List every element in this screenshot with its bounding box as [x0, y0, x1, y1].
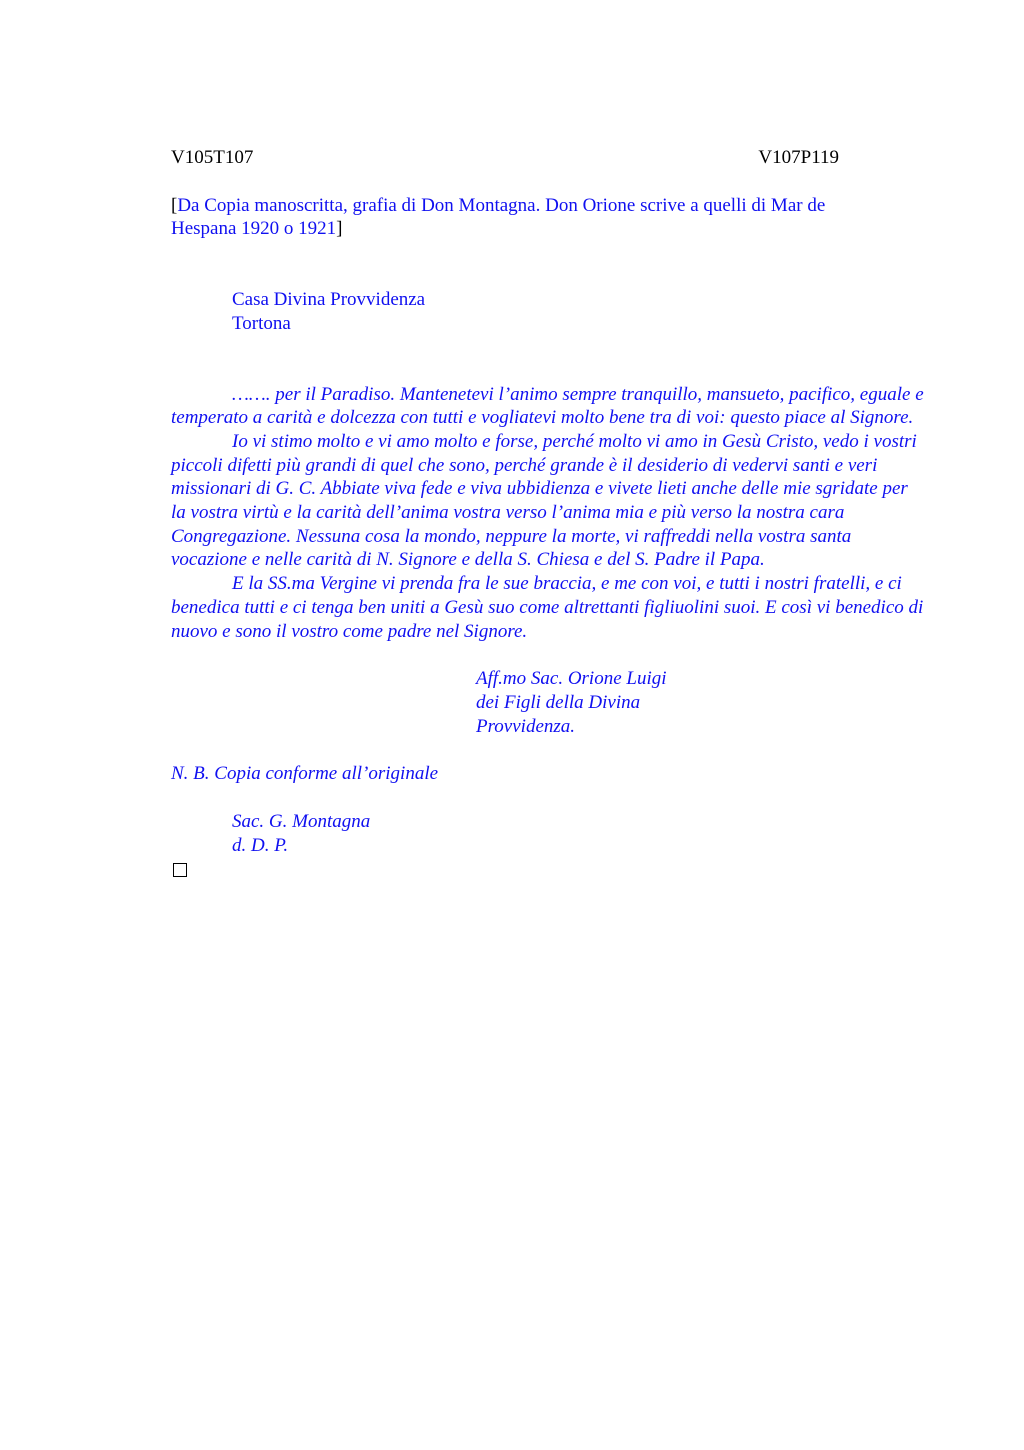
- copy-signature-block: [171, 810, 927, 857]
- editorial-note: [171, 194, 891, 241]
- address-line-1: Casa Divina Provvidenza: [232, 289, 426, 311]
- right-reference-code: V107P119: [758, 147, 839, 168]
- close-bracket: ]: [336, 218, 343, 240]
- reference-header: [171, 146, 839, 170]
- letter-paragraph-3: E la SS.ma Vergine vi prenda fra le sue braccia, e me con voi, e tutti i nostri fratelli, e ci benedica tutti e ci tenga ben uniti a Gesù suo come altrettanti figliuolini suoi. E così vi benedico di nuovo e sono il vostro come padre nel Signore.: [171, 573, 924, 642]
- copy-signature-line-1: Sac. G. Montagna: [232, 811, 371, 833]
- address-block: [171, 288, 927, 335]
- address-line-2: Tortona: [232, 312, 291, 334]
- left-reference-code: V105T107: [171, 147, 254, 168]
- letter-paragraph-2: Io vi stimo molto e vi amo molto e forse, perché molto vi amo in Gesù Cristo, vedo i vostri piccoli difetti più grandi di quel che sono, perché grande è il desiderio di vedervi santi e veri missionari di G. C. Abbiate viva fede e viva ubbidienza e vivete lieti anche delle mie sgridate per la vostra virtù e la carità dell’anima vostra verso l’anima mia e più verso la nostra cara Congregazione. Nessuna cosa la mondo, neppure la morte, vi raffreddi nella vostra santa vocazione e nelle carità di N. Signore e della S. Chiesa e del S. Padre il Papa.: [171, 430, 917, 571]
- signature-line-2: dei Figli della Divina: [476, 691, 641, 713]
- nota-bene: N. B. Copia conforme all’originale: [171, 763, 439, 785]
- copy-signature-line-2: d. D. P.: [232, 834, 289, 856]
- end-marker-box-icon: [173, 863, 187, 877]
- letter-paragraph-1: ……. per il Paradiso. Mantenetevi l’animo sempre tranquillo, mansueto, pacifico, eguale e temperato a carità e dolcezza con tutti e vogliatevi molto bene tra di voi: questo piace al Signore.: [171, 383, 924, 429]
- editorial-note-text: Da Copia manoscritta, grafia di Don Montagna. Don Orione scrive a quelli di Mar de Hespana 1920 o 1921: [171, 194, 826, 240]
- open-bracket: [: [171, 194, 178, 216]
- signature-line-1: Aff.mo Sac. Orione Luigi: [476, 668, 667, 690]
- signature-line-3: Provvidenza.: [476, 715, 576, 737]
- signature-block: [171, 667, 927, 738]
- letter-body: [171, 383, 927, 644]
- document-page: [171, 146, 927, 877]
